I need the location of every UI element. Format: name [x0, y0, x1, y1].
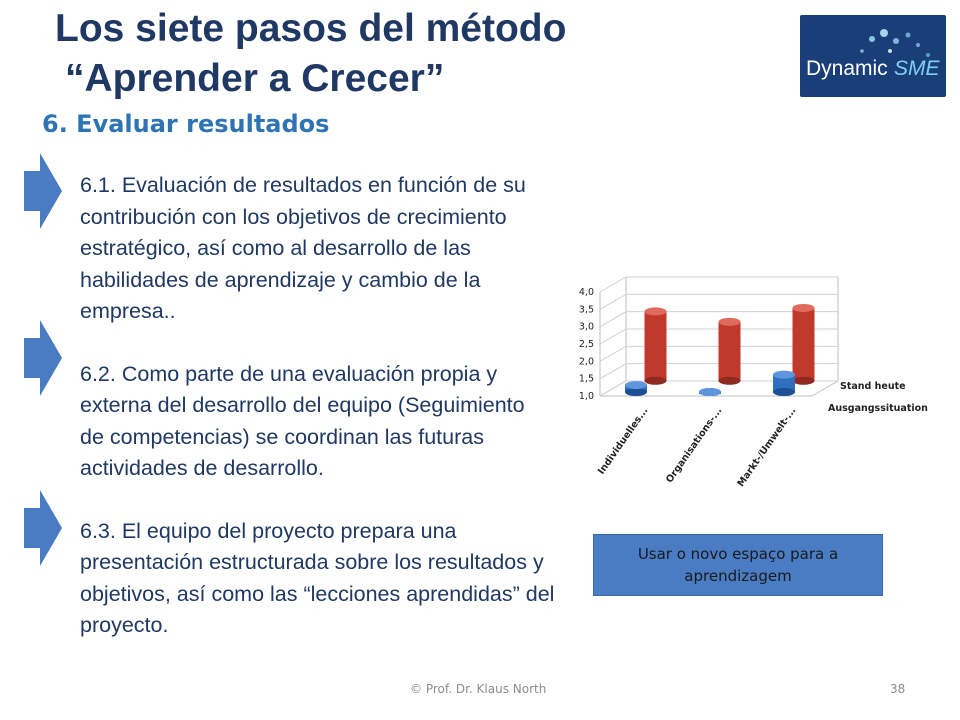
paragraph-6-2: 6.2. Como parte de una evaluación propia y externa del desarrollo del equipo (Seguimiento de competencias) se coordinan las futuras actividades de desarrollo.: [80, 361, 525, 480]
y-tick-label: 3,0: [578, 321, 594, 333]
bar-stand-heute: [793, 308, 815, 381]
series-label-stand-heute: Stand heute: [840, 381, 906, 392]
bar-stand-heute: [719, 322, 741, 381]
bar-top: [699, 388, 721, 396]
title-line-1: Los siete pasos del método: [55, 7, 567, 50]
bullet-arrow-icon: [24, 320, 64, 396]
footer-copyright: © Prof. Dr. Klaus North: [410, 682, 547, 696]
bar-top: [645, 307, 667, 315]
section-subtitle: 6. Evaluar resultados: [42, 110, 330, 138]
bar-base: [645, 377, 667, 385]
bar-chart-3d: [560, 268, 940, 508]
bar-base: [719, 377, 741, 385]
page-number: 38: [890, 682, 906, 696]
bar-base: [625, 388, 647, 396]
body-text: [80, 170, 575, 642]
bar-top: [625, 381, 647, 389]
x-category-label: Markt-/Umwelt-...: [735, 405, 799, 489]
y-tick-label: 1,5: [578, 373, 594, 385]
y-tick-label: 1,0: [578, 391, 594, 402]
bar-base: [773, 388, 795, 396]
x-category-label: Organisations-...: [664, 405, 725, 486]
callout-text: Usar o novo espaço para a aprendizagem: [637, 545, 839, 585]
paragraph-6-1: 6.1. Evaluación de resultados en función de su contribución con los objetivos de crecimiento estratégico, así como al desarrollo de las habilidades de aprendizaje y cambio de la empresa..: [80, 173, 526, 323]
dynamic-sme-logo: [800, 15, 946, 97]
paragraph-6-3: 6.3. El equipo del proyecto prepara una presentación estructurada sobre los resultados y objetivos, así como las “lecciones aprendidas” del proyecto.: [80, 518, 555, 637]
bar-stand-heute: [645, 311, 667, 380]
gridline: [600, 277, 838, 292]
title-line-2: “Aprender a Crecer”: [65, 57, 445, 100]
logo-text-sme: SME: [894, 57, 940, 80]
slide-title: [55, 4, 566, 104]
y-tick-label: 2,0: [578, 356, 594, 368]
y-tick-label: 2,5: [578, 339, 594, 350]
x-category-label: Individuelles...: [595, 405, 651, 477]
bar-top: [773, 371, 795, 379]
series-label-ausgangssituation: Ausgangssituation: [828, 403, 928, 414]
y-tick-label: 4,0: [578, 287, 594, 298]
bar-top: [793, 304, 815, 312]
bullet-arrow-icon: [24, 490, 64, 566]
bar-base: [793, 377, 815, 385]
callout-box: [593, 534, 883, 596]
y-tick-label: 3,5: [578, 304, 594, 316]
bar-top: [719, 318, 741, 326]
bullet-arrow-icon: [24, 153, 64, 229]
logo-text-dynamic: Dynamic: [806, 57, 888, 80]
floor-right-edge: [812, 381, 838, 396]
